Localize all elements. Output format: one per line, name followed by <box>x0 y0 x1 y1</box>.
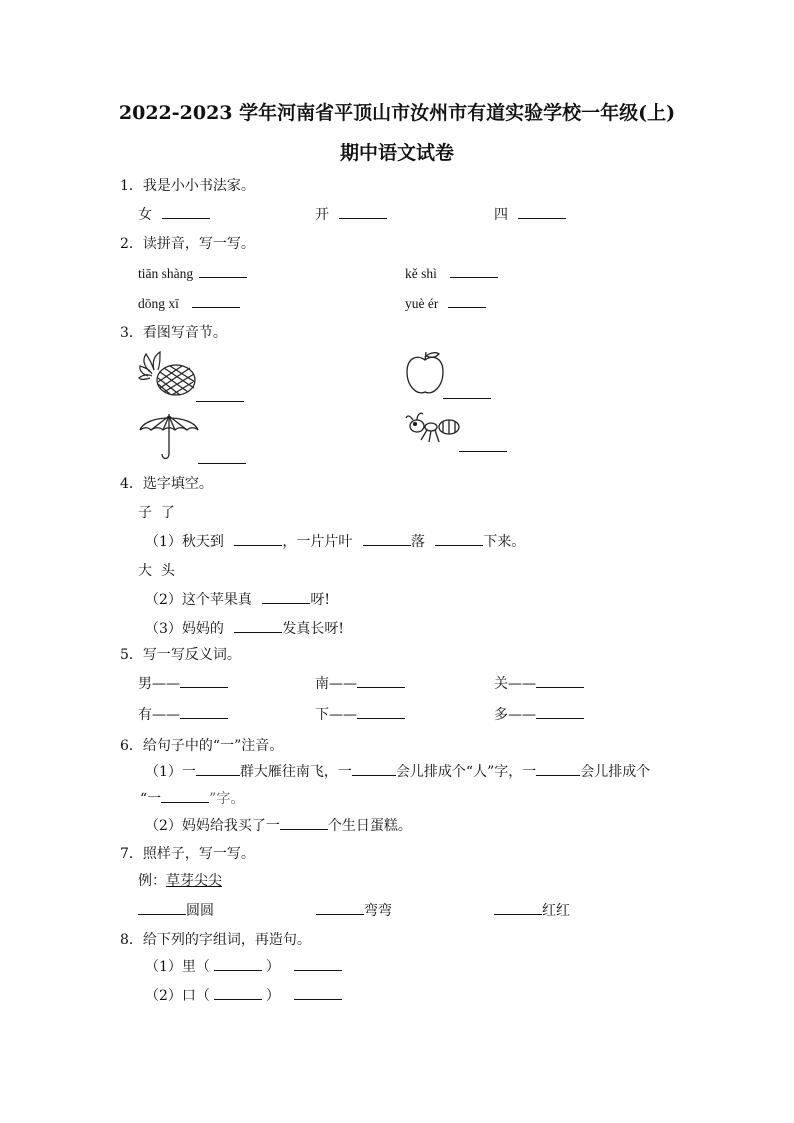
answer-blank[interactable] <box>435 531 483 546</box>
answer-blank[interactable] <box>162 204 210 219</box>
q1-item-2 <box>315 204 387 224</box>
q5-item-5: 下—— <box>315 704 405 724</box>
q4-word-choices-1: 子 了 <box>138 505 175 521</box>
answer-blank[interactable] <box>294 956 342 971</box>
q1-char: 开 <box>315 207 329 223</box>
q6-sentence-1: （1）一 群大雁往南飞，一 会儿排成个“人”字，一 会儿排成个 <box>145 761 650 781</box>
q4-word-choices-2: 大 头 <box>138 563 175 579</box>
q8-heading: 8．给下列的字组词，再造句。 <box>120 932 311 948</box>
answer-blank[interactable] <box>316 900 364 915</box>
q5-item-4: 有—— <box>138 704 228 724</box>
answer-blank[interactable] <box>161 788 209 803</box>
answer-blank[interactable] <box>450 263 498 278</box>
answer-blank[interactable] <box>280 815 328 830</box>
q4-heading: 4．选字填空。 <box>120 476 213 492</box>
answer-blank[interactable] <box>536 704 584 719</box>
answer-blank[interactable] <box>192 293 240 308</box>
q1-heading: 1．我是小小书法家。 <box>120 178 255 194</box>
q3-heading: 3．看图写音节。 <box>120 325 227 341</box>
page-subtitle: 期中语文试卷 <box>339 142 454 164</box>
q3-blank-4[interactable] <box>459 437 507 456</box>
answer-blank[interactable] <box>357 704 405 719</box>
answer-blank[interactable] <box>234 618 282 633</box>
answer-blank[interactable] <box>536 673 584 688</box>
q6-sentence-2: （2）妈妈给我买了一 个生日蛋糕。 <box>145 815 412 835</box>
q1-item-3 <box>494 204 566 224</box>
ant-icon <box>405 410 461 446</box>
q3-blank-3[interactable] <box>198 449 246 468</box>
answer-blank[interactable] <box>339 204 387 219</box>
answer-blank[interactable] <box>352 761 396 776</box>
pineapple-icon <box>138 350 198 398</box>
answer-blank[interactable] <box>180 704 228 719</box>
page-title: 2022-2023 学年河南省平顶山市汝州市有道实验学校一年级(上) <box>118 102 676 124</box>
q3-blank-2[interactable] <box>443 384 491 403</box>
q5-item-3: 关—— <box>494 673 584 693</box>
q5-item-6: 多—— <box>494 704 584 724</box>
answer-blank[interactable] <box>199 263 247 278</box>
q5-heading: 5．写一写反义词。 <box>120 647 241 663</box>
q7-example: 例：草芽尖尖 <box>138 873 222 889</box>
q7-item-3: 红红 <box>494 900 570 920</box>
pinyin: yuè ér <box>405 296 439 311</box>
pinyin: tiān shàng <box>138 266 194 281</box>
answer-blank[interactable] <box>448 293 486 308</box>
answer-blank[interactable] <box>536 761 580 776</box>
answer-blank[interactable] <box>262 589 310 604</box>
q5-item-1: 男—— <box>138 673 228 693</box>
q2-heading: 2．读拼音，写一写。 <box>120 236 255 252</box>
q4-sentence-2: （2）这个苹果真 呀! <box>145 589 330 609</box>
pinyin: dōng xī <box>138 296 179 311</box>
q3-blank-1[interactable] <box>196 387 244 406</box>
q1-char: 女 <box>138 207 152 223</box>
answer-blank[interactable] <box>518 204 566 219</box>
answer-blank[interactable] <box>180 673 228 688</box>
q2-item-3 <box>138 293 240 312</box>
apple-icon <box>405 350 445 396</box>
q7-heading: 7．照样子，写一写。 <box>120 846 255 862</box>
q7-item-2: 弯弯 <box>316 900 392 920</box>
q2-item-2 <box>405 263 498 282</box>
q2-item-4 <box>405 293 486 312</box>
q8-item-1: （1）里（ ） <box>145 956 342 976</box>
q4-sentence-3: （3）妈妈的 发真长呀! <box>145 618 344 638</box>
q1-item-1 <box>138 204 210 224</box>
answer-blank[interactable] <box>494 900 542 915</box>
q6-sentence-1-cont: “一 ”字。 <box>140 788 244 808</box>
q1-char: 四 <box>494 207 508 223</box>
answer-blank[interactable] <box>363 531 411 546</box>
q8-item-2: （2）口（ ） <box>145 985 342 1005</box>
q5-item-2: 南—— <box>315 673 405 693</box>
answer-blank[interactable] <box>234 531 282 546</box>
answer-blank[interactable] <box>214 985 262 1000</box>
q4-sentence-1: （1）秋天到 ，一片片叶 落 下来。 <box>145 531 525 551</box>
q7-item-1: 圆圆 <box>138 900 214 920</box>
pinyin: kě shì <box>405 266 437 281</box>
answer-blank[interactable] <box>294 985 342 1000</box>
answer-blank[interactable] <box>196 761 240 776</box>
q2-item-1 <box>138 263 247 282</box>
answer-blank[interactable] <box>357 673 405 688</box>
answer-blank[interactable] <box>214 956 262 971</box>
umbrella-icon <box>138 410 200 460</box>
answer-blank[interactable] <box>138 900 186 915</box>
example-word: 草芽尖尖 <box>166 873 222 889</box>
q6-heading: 6．给句子中的“一”注音。 <box>120 738 284 754</box>
